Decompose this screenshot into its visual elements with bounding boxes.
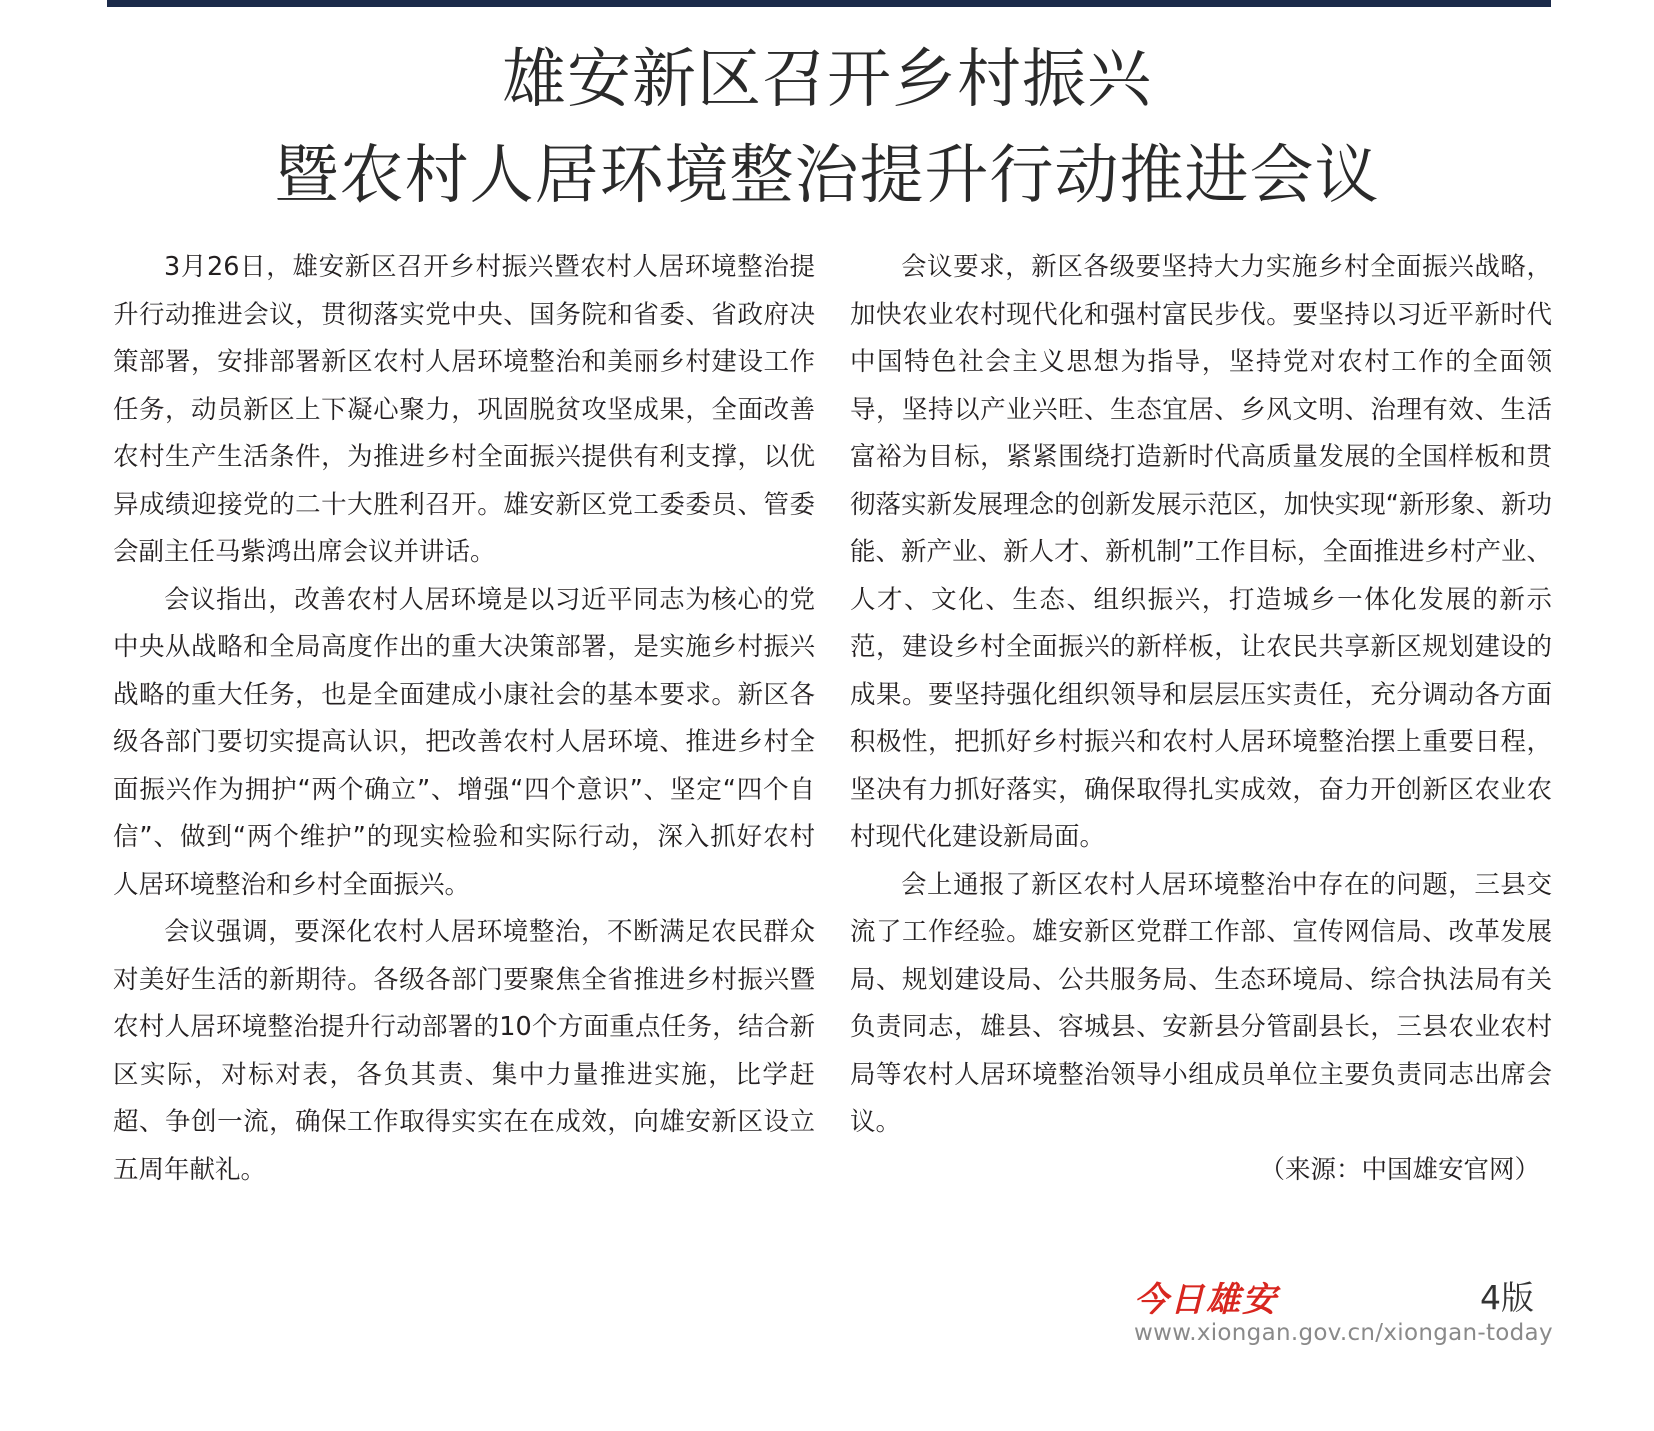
article-paragraph: 会上通报了新区农村人居环境整治中存在的问题，三县交流了工作经验。雄安新区党群工作部、宣传网信局、改革发展局、规划建设局、公共服务局、生态环境局、综合执法局有关负责同志，雄县、容城县、安新县分管副县长，三县农业农村局等农村人居环境整治领导小组成员单位主要负责同志出席会议。 (850, 869, 1552, 1137)
headline (0, 32, 1654, 224)
article-paragraph: 3月26日，雄安新区召开乡村振兴暨农村人居环境整治提升行动推进会议，贯彻落实党中央、国务院和省委、省政府决策部署，安排部署新区农村人居环境整治和美丽乡村建设工作任务，动员新区上下凝心聚力，巩固脱贫攻坚成果，全面改善农村生产生活条件，为推进乡村全面振兴提供有利支撑，以优异成绩迎接党的二十大胜利召开。雄安新区党工委委员、管委会副主任马紫鸿出席会议并讲话。 (113, 252, 815, 567)
article-paragraph: 会议强调，要深化农村人居环境整治，不断满足农民群众对美好生活的新期待。各级各部门要聚焦全省推进乡村振兴暨农村人居环境整治提升行动部署的10个方面重点任务，结合新区实际，对标对表，各负其责、集中力量推进实施，比学赶超、争创一流，确保工作取得实实在在成效，向雄安新区设立五周年献礼。 (113, 917, 815, 1185)
article-source: （来源：中国雄安官网） (1259, 1154, 1540, 1185)
article-column-left (113, 244, 815, 1194)
page-number: 4版 (1480, 1278, 1534, 1317)
footer-url[interactable]: www.xiongan.gov.cn/xiongan-today (1134, 1320, 1553, 1346)
article-paragraph: 会议指出，改善农村人居环境是以习近平同志为核心的党中央从战略和全局高度作出的重大决策部署，是实施乡村振兴战略的重大任务，也是全面建成小康社会的基本要求。新区各级各部门要切实提高认识，把改善农村人居环境、推进乡村全面振兴作为拥护“两个确立”、增强“四个意识”、坚定“四个自信”、做到“两个维护”的现实检验和实际行动，深入抓好农村人居环境整治和乡村全面振兴。 (113, 584, 815, 900)
top-rule (107, 0, 1551, 7)
brand-logo: 今日雄安 (1134, 1280, 1278, 1320)
article-column-right (850, 244, 1552, 1194)
headline-line-2: 暨农村人居环境整治提升行动推进会议 (274, 139, 1380, 213)
headline-line-1: 雄安新区召开乡村振兴 (502, 43, 1152, 117)
article-paragraph: 会议要求，新区各级要坚持大力实施乡村全面振兴战略，加快农业农村现代化和强村富民步伐。要坚持以习近平新时代中国特色社会主义思想为指导，坚持党对农村工作的全面领导，坚持以产业兴旺、生态宜居、乡风文明、治理有效、生活富裕为目标，紧紧围绕打造新时代高质量发展的全国样板和贯彻落实新发展理念的创新发展示范区，加快实现“新形象、新功能、新产业、新人才、新机制”工作目标，全面推进乡村产业、人才、文化、生态、组织振兴，打造城乡一体化发展的新示范，建设乡村全面振兴的新样板，让农民共享新区规划建设的成果。要坚持强化组织领导和层层压实责任，充分调动各方面积极性，把抓好乡村振兴和农村人居环境整治摆上重要日程，坚决有力抓好落实，确保取得扎实成效，奋力开创新区农业农村现代化建设新局面。 (850, 252, 1552, 852)
